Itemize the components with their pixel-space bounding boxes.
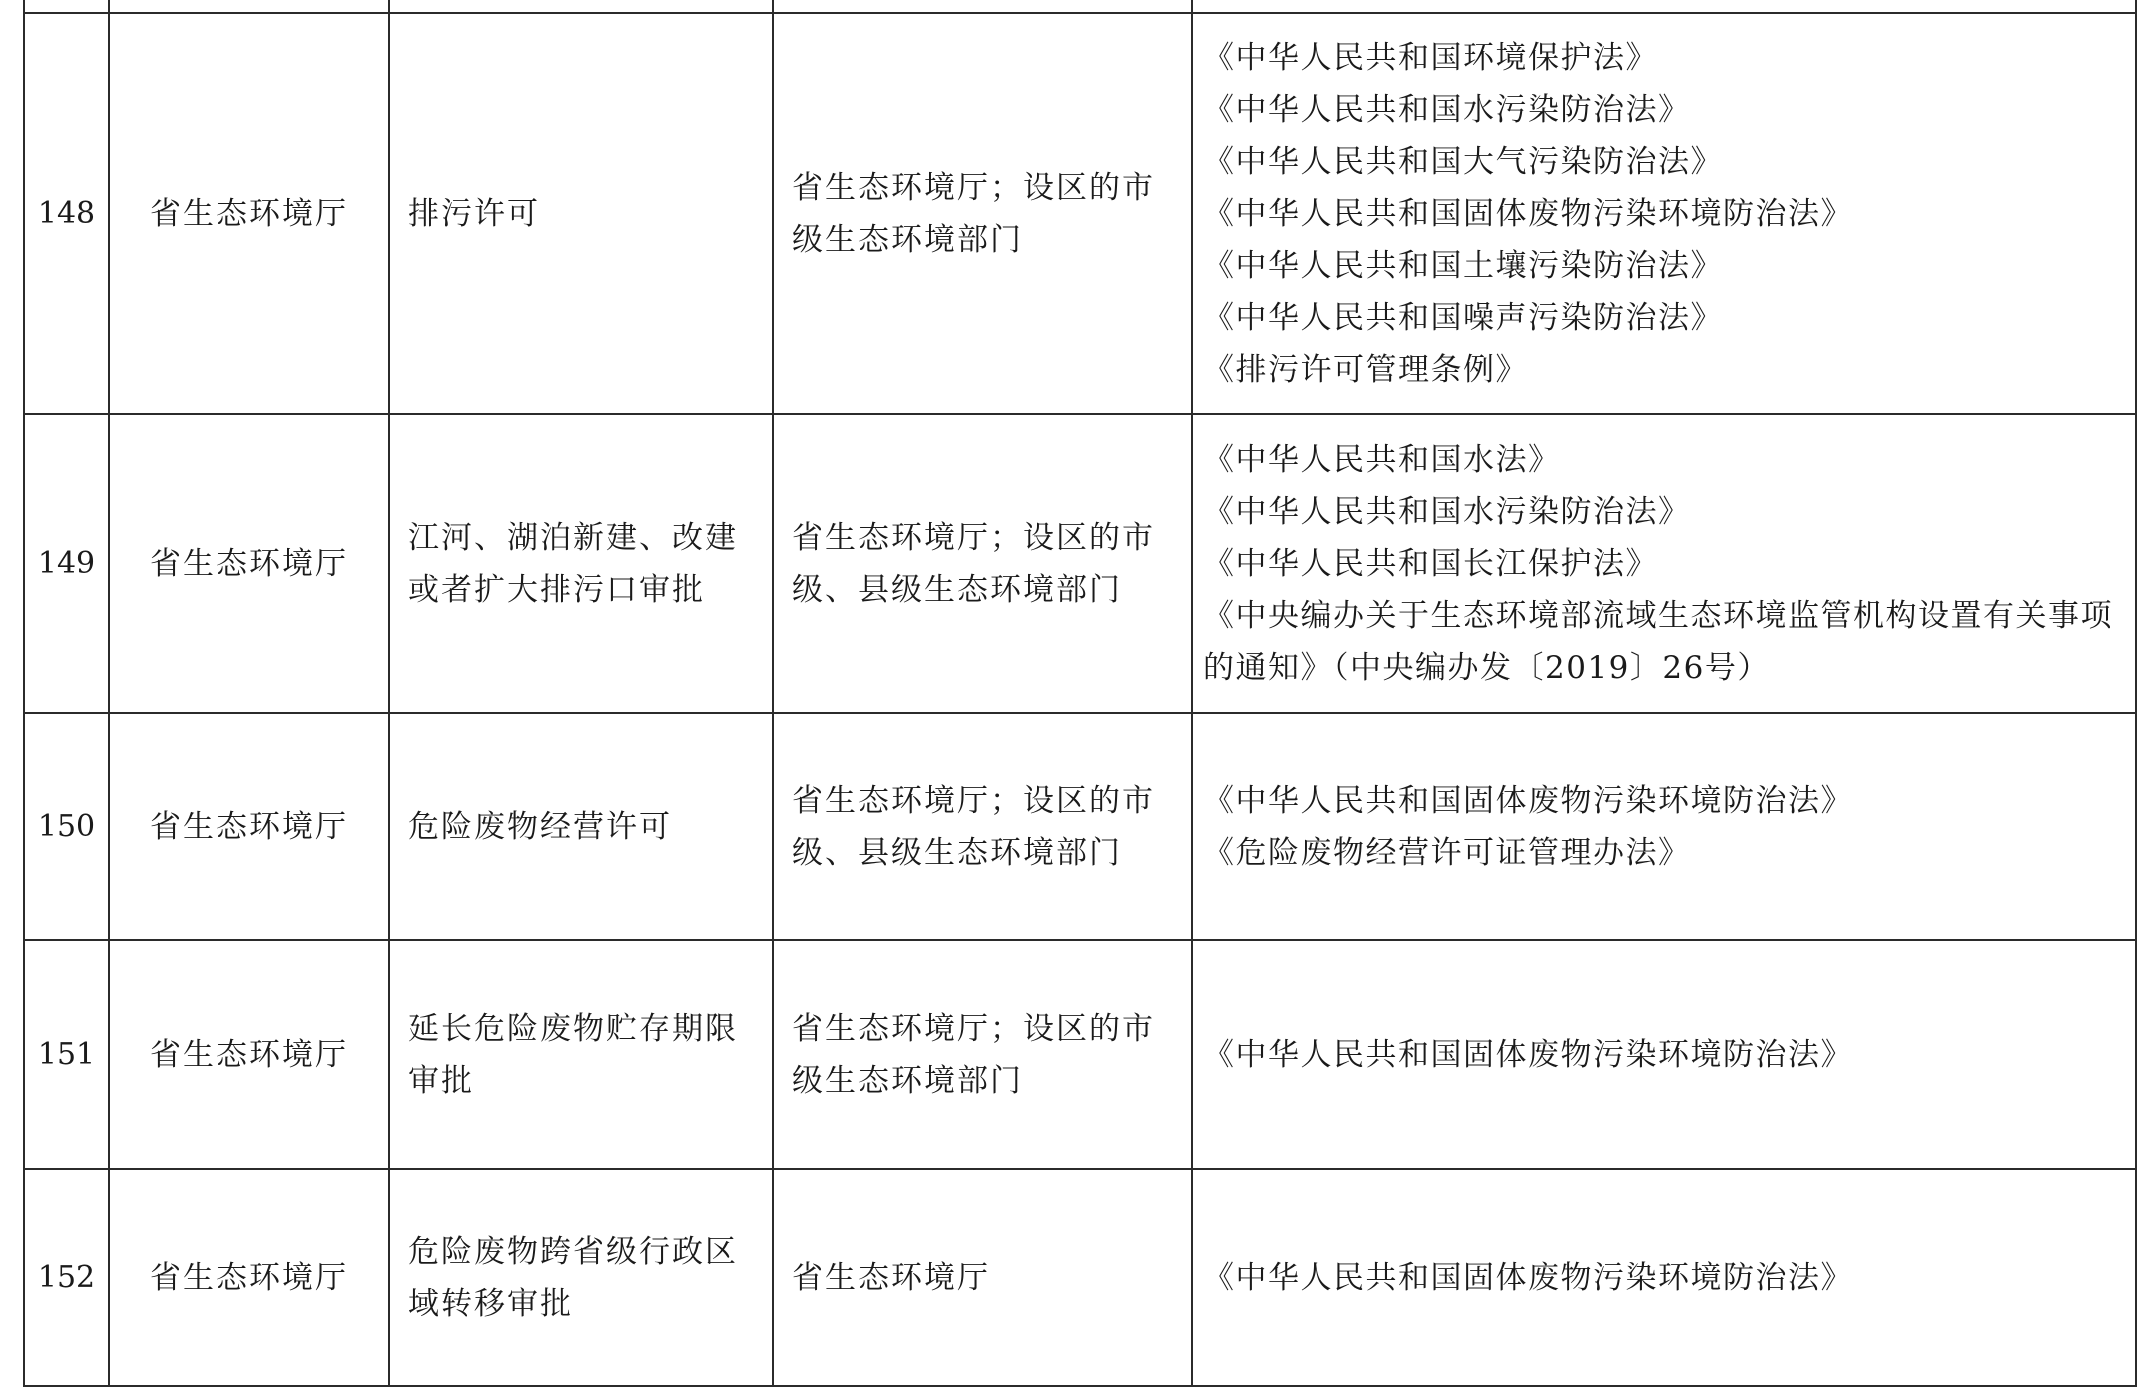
table-row: [24, 713, 2136, 940]
legal-basis-line: 《中华人民共和国土壤污染防治法》: [1203, 247, 1723, 284]
legal-basis-cell: [1192, 1169, 2136, 1386]
approval-item-cell: 危险废物经营许可: [389, 713, 773, 940]
department-cell: 省生态环境厅: [109, 713, 389, 940]
implementing-body-cell: 省生态环境厅: [773, 1169, 1192, 1386]
legal-basis-line: 《中央编办关于生态环境部流域生态环境监管机构设置有关事项的通知》（中央编办发〔2019〕26号）: [1203, 597, 2113, 686]
legal-basis-line: 《中华人民共和国水法》: [1203, 441, 1561, 478]
legal-basis-line: 《中华人民共和国固体废物污染环境防治法》: [1203, 1036, 1853, 1073]
table-row: [24, 1169, 2136, 1386]
row-number-cell: 152: [24, 1169, 109, 1386]
department-cell: 省生态环境厅: [109, 414, 389, 713]
implementing-body-cell: 省生态环境厅；设区的市级、县级生态环境部门: [773, 414, 1192, 713]
approval-item-cell: 江河、湖泊新建、改建或者扩大排污口审批: [389, 414, 773, 713]
approval-item-cell: 危险废物跨省级行政区域转移审批: [389, 1169, 773, 1386]
legal-basis-line: 《危险废物经营许可证管理办法》: [1203, 834, 1691, 871]
legal-basis-line: 《排污许可管理条例》: [1203, 351, 1528, 388]
legal-basis-line: 《中华人民共和国长江保护法》: [1203, 545, 1658, 582]
row-number-cell: 149: [24, 414, 109, 713]
department-cell: 省生态环境厅: [109, 940, 389, 1169]
approval-item-cell: 延长危险废物贮存期限审批: [389, 940, 773, 1169]
implementing-body-cell: 省生态环境厅；设区的市级生态环境部门: [773, 940, 1192, 1169]
legal-basis-line: 《中华人民共和国固体废物污染环境防治法》: [1203, 195, 1853, 232]
legal-basis-line: 《中华人民共和国噪声污染防治法》: [1203, 299, 1723, 336]
legal-basis-line: 《中华人民共和国水污染防治法》: [1203, 493, 1691, 530]
approval-item-cell: 排污许可: [389, 13, 773, 414]
legal-basis-line: 《中华人民共和国水污染防治法》: [1203, 91, 1691, 128]
table-row: [24, 940, 2136, 1169]
legal-basis-line: 《中华人民共和国固体废物污染环境防治法》: [1203, 782, 1853, 819]
legal-basis-cell: [1192, 713, 2136, 940]
legal-basis-line: 《中华人民共和国环境保护法》: [1203, 39, 1658, 76]
row-number-cell: 150: [24, 713, 109, 940]
department-cell: 省生态环境厅: [109, 13, 389, 414]
implementing-body-cell: 省生态环境厅；设区的市级生态环境部门: [773, 13, 1192, 414]
table-row-previous-fragment: [24, 0, 2136, 13]
table-row: [24, 13, 2136, 414]
legal-basis-cell: [1192, 13, 2136, 414]
implementing-body-cell: 省生态环境厅；设区的市级、县级生态环境部门: [773, 713, 1192, 940]
table-row: [24, 414, 2136, 713]
legal-basis-cell: [1192, 414, 2136, 713]
row-number-cell: 151: [24, 940, 109, 1169]
legal-basis-cell: [1192, 940, 2136, 1169]
permit-table: [23, 0, 2137, 1387]
legal-basis-line: 《中华人民共和国固体废物污染环境防治法》: [1203, 1259, 1853, 1296]
legal-basis-line: 《中华人民共和国大气污染防治法》: [1203, 143, 1723, 180]
department-cell: 省生态环境厅: [109, 1169, 389, 1386]
row-number-cell: 148: [24, 13, 109, 414]
